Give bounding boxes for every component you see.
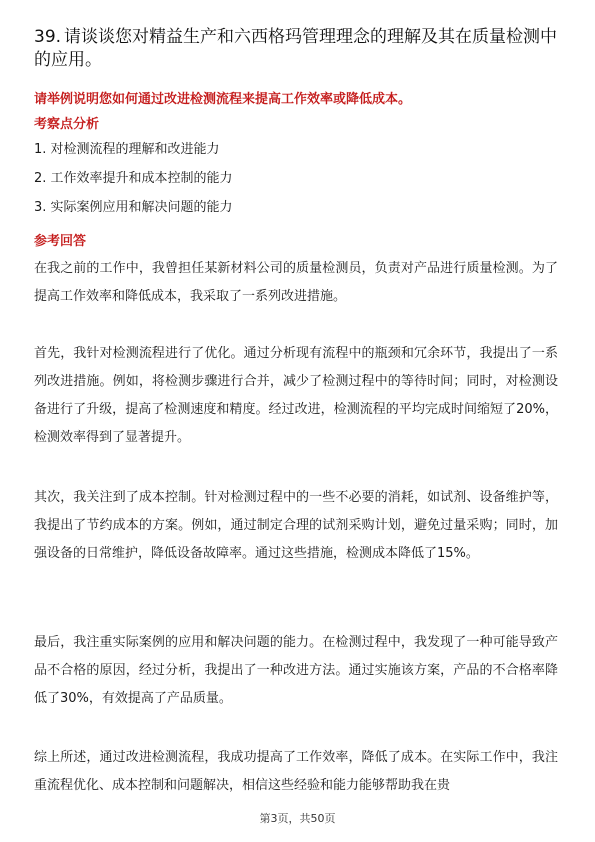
answer-paragraph: 首先，我针对检测流程进行了优化。通过分析现有流程中的瓶颈和冗余环节，我提出了一系列改进措施。例如，将检测步骤进行合并，减少了检测过程中的等待时间；同时，对检测设备进行了升级，提高了检测速度和精度。经过改进，检测流程的平均完成时间缩短了20%，检测效率得到了显著提升。: [34, 346, 558, 445]
question-text: 请谈谈您对精益生产和六西格玛管理理念的理解及其在质量检测中的应用。: [34, 27, 557, 70]
answer-paragraph: 其次，我关注到了成本控制。针对检测过程中的一些不必要的消耗，如试剂、设备维护等，我提出了节约成本的方案。例如，通过制定合理的试剂采购计划，避免过量采购；同时，加强设备的日常维护，降低设备故障率。通过这些措施，检测成本降低了15%。: [34, 490, 558, 561]
answer-paragraph: 在我之前的工作中，我曾担任某新材料公司的质量检测员，负责对产品进行质量检测。为了提高工作效率和降低成本，我采取了一系列改进措施。: [34, 261, 558, 304]
question-heading: [34, 26, 564, 72]
analysis-list: [34, 141, 564, 228]
question-prompt: 请举例说明您如何通过改进检测流程来提高工作效率或降低成本。: [34, 92, 412, 107]
page-number: 第3页，共50页: [259, 812, 336, 825]
analysis-item: 2. 工作效率提升和成本控制的能力: [34, 171, 233, 186]
answer-paragraph: 最后，我注重实际案例的应用和解决问题的能力。在检测过程中，我发现了一种可能导致产品不合格的原因，经过分析，我提出了一种改进方法。通过实施该方案，产品的不合格率降低了30%，有效提高了产品质量。: [34, 635, 558, 706]
question-number: 39.: [34, 27, 62, 47]
analysis-item: 3. 实际案例应用和解决问题的能力: [34, 200, 233, 215]
answer-heading: 参考回答: [34, 234, 87, 249]
analysis-heading: 考察点分析: [34, 117, 100, 132]
analysis-item: 1. 对检测流程的理解和改进能力: [34, 142, 220, 157]
answer-paragraph: 综上所述，通过改进检测流程，我成功提高了工作效率，降低了成本。在实际工作中，我注重流程优化、成本控制和问题解决，相信这些经验和能力能够帮助我在贵: [34, 750, 558, 793]
